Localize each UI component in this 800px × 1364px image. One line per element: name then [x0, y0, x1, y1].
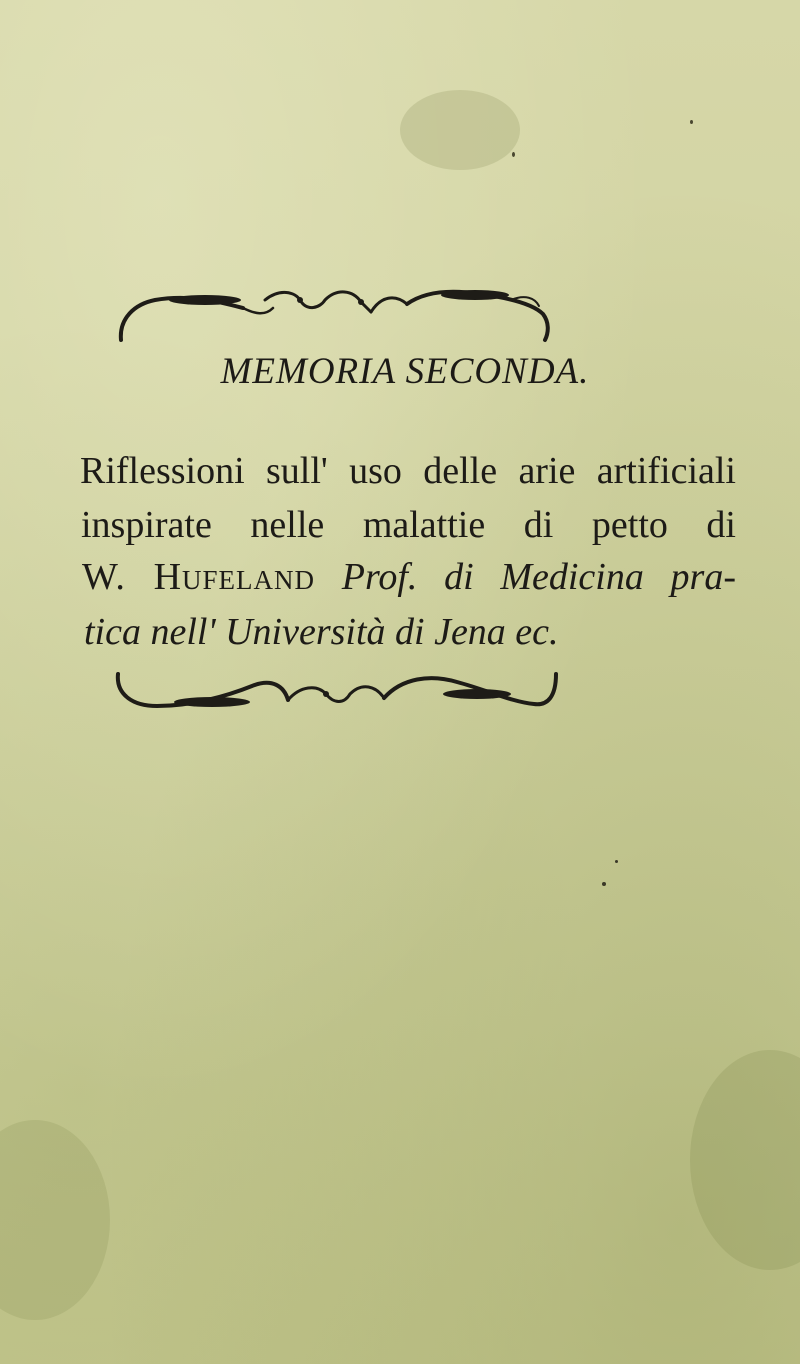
ink-speck	[602, 882, 606, 886]
author-name: W. Hufeland	[82, 556, 316, 598]
body-line-2: inspirate nelle malattie di petto di	[81, 504, 736, 546]
bottom-ornament-icon	[112, 668, 562, 724]
author-role: Prof. di Medicina pra-	[341, 556, 736, 598]
body-line-4: tica nell' Università di Jena ec.	[84, 611, 559, 653]
paper-stain	[400, 90, 520, 170]
paper-stain	[690, 1050, 800, 1270]
body-line-1: Riflessioni sull' uso delle arie artificiali	[80, 450, 736, 492]
body-line-3	[82, 552, 736, 602]
paper-stain	[0, 1120, 110, 1320]
ink-speck	[690, 120, 693, 124]
title-text: MEMORIA SECONDA.	[220, 351, 590, 392]
top-ornament-icon	[115, 278, 555, 348]
memoir-title	[0, 350, 800, 393]
ink-speck	[512, 152, 515, 157]
ink-speck	[615, 860, 618, 863]
